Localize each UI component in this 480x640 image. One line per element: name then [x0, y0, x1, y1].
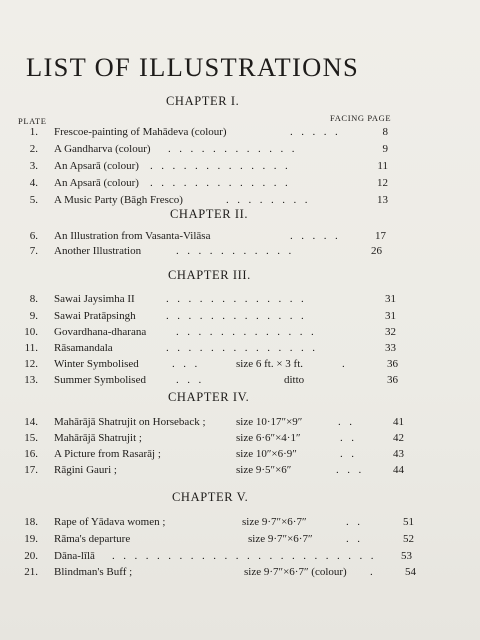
plate-number: 21.: [24, 566, 38, 578]
leader-dots: .: [342, 358, 346, 370]
leader-dots: . . . . . . . . . . . . . . . . . . . . . . . .: [112, 550, 375, 562]
plate-title: Rāgini Gauri ;: [54, 464, 117, 476]
plate-number: 15.: [24, 432, 38, 444]
plate-title: Summer Symbolised: [54, 374, 146, 386]
facing-page-number: 51: [403, 516, 414, 528]
plate-number: 12.: [24, 358, 38, 370]
plate-number: 20.: [24, 550, 38, 562]
plate-size: size 10″×6·9″: [236, 448, 297, 460]
facing-page-number: 32: [385, 326, 396, 338]
chapter-heading: CHAPTER IV.: [168, 390, 250, 404]
plate-number: 7.: [29, 245, 38, 257]
illustration-row: [0, 342, 480, 358]
illustration-row: [0, 245, 480, 261]
leader-dots: . . . . . . . . . . . . .: [166, 293, 305, 305]
leader-dots: . . . . . . . . . . . . .: [176, 326, 315, 338]
plate-title: Sawai Jaysimha II: [54, 293, 135, 305]
leader-dots: . . .: [336, 464, 363, 476]
illustration-row: [0, 464, 480, 480]
facing-page-number: 36: [387, 358, 398, 370]
facing-page-number: 36: [387, 374, 398, 386]
illustration-row: [0, 533, 480, 549]
illustration-row: [0, 358, 480, 374]
leader-dots: . . . . .: [290, 126, 339, 138]
facing-page-number: 41: [393, 416, 404, 428]
leader-dots: . . .: [176, 374, 203, 386]
facing-page-number: 31: [385, 310, 396, 322]
plate-size: size 9·7″×6·7″: [248, 533, 313, 545]
facing-page-number: 33: [385, 342, 396, 354]
plate-column-header: PLATE: [18, 116, 47, 126]
leader-dots: . .: [340, 432, 355, 444]
leader-dots: . . . . . . . . . . . . .: [166, 310, 305, 322]
facing-page-number: 43: [393, 448, 404, 460]
illustration-row: [0, 374, 480, 390]
facing-page-number: 12: [377, 177, 388, 189]
plate-size: size 9·7″×6·7″: [242, 516, 307, 528]
leader-dots: . . . . . . . . . . . . .: [150, 160, 289, 172]
facing-page-number: 26: [371, 245, 382, 257]
illustration-row: [0, 550, 480, 566]
leader-dots: . .: [346, 516, 361, 528]
plate-title: An Illustration from Vasanta-Vilāsa: [54, 230, 211, 242]
illustration-row: [0, 143, 480, 159]
plate-title: Rāsamandala: [54, 342, 113, 354]
leader-dots: . .: [346, 533, 361, 545]
facing-page-number: 11: [377, 160, 388, 172]
facing-page-number: 44: [393, 464, 404, 476]
chapter-heading: CHAPTER I.: [166, 94, 240, 108]
illustration-row: [0, 126, 480, 142]
plate-title: Mahārājā Shatrujit ;: [54, 432, 142, 444]
plate-number: 8.: [29, 293, 38, 305]
illustration-row: [0, 293, 480, 309]
illustration-row: [0, 160, 480, 176]
plate-number: 2.: [29, 143, 38, 155]
leader-dots: . . . . . . . . . . .: [176, 245, 293, 257]
illustration-row: [0, 566, 480, 582]
plate-number: 19.: [24, 533, 38, 545]
plate-title: Another Illustration: [54, 245, 142, 257]
facing-page-number: 8: [382, 126, 388, 138]
plate-number: 3.: [29, 160, 38, 172]
leader-dots: . . . . . . . . . . . .: [168, 143, 296, 155]
facing-page-number: 54: [405, 566, 416, 578]
illustration-row: [0, 177, 480, 193]
plate-title: Frescoe-painting of Mahādeva (colour): [54, 126, 227, 138]
plate-number: 9.: [29, 310, 38, 322]
facing-page-number: 13: [377, 194, 388, 206]
plate-title: An Apsarā (colour): [54, 177, 139, 189]
plate-title: Rāma's departure: [54, 533, 131, 545]
plate-title: Dāna-līlā: [54, 550, 95, 562]
plate-title: Blindman's Buff ;: [54, 566, 133, 578]
illustration-row: [0, 326, 480, 342]
leader-dots: . .: [338, 416, 353, 428]
plate-title: A Gandharva (colour): [54, 143, 151, 155]
plate-size: size 10·17″×9″: [236, 416, 303, 428]
plate-number: 4.: [29, 177, 38, 189]
illustration-row: [0, 310, 480, 326]
leader-dots: .: [370, 566, 374, 578]
plate-number: 6.: [29, 230, 38, 242]
plate-number: 1.: [29, 126, 38, 138]
plate-number: 11.: [24, 342, 38, 354]
facing-page-column-header: FACING PAGE: [330, 113, 392, 123]
leader-dots: . . .: [172, 358, 199, 370]
chapter-heading: CHAPTER III.: [168, 268, 251, 282]
leader-dots: . . . . .: [290, 230, 339, 242]
plate-title: Rape of Yādava women ;: [54, 516, 166, 528]
plate-number: 10.: [24, 326, 38, 338]
plate-size: size 6·6″×4·1″: [236, 432, 301, 444]
plate-number: 13.: [24, 374, 38, 386]
leader-dots: . . . . . . . . . . . . .: [150, 177, 289, 189]
plate-title: Winter Symbolised: [54, 358, 139, 370]
illustration-row: [0, 516, 480, 532]
plate-title: A Picture from Rasarāj ;: [54, 448, 161, 460]
plate-number: 5.: [29, 194, 38, 206]
chapter-heading: CHAPTER II.: [170, 207, 249, 221]
facing-page-number: 31: [385, 293, 396, 305]
leader-dots: . . . . . . . .: [226, 194, 309, 206]
facing-page-number: 52: [403, 533, 414, 545]
plate-size: size 6 ft. × 3 ft.: [236, 358, 303, 370]
plate-size: ditto: [284, 374, 305, 386]
leader-dots: . . . . . . . . . . . . . .: [166, 342, 316, 354]
plate-title: Mahārājā Shatrujit on Horseback ;: [54, 416, 206, 428]
plate-size: size 9·5″×6″: [236, 464, 292, 476]
facing-page-number: 42: [393, 432, 404, 444]
plate-number: 14.: [24, 416, 38, 428]
plate-title: Govardhana-dharana: [54, 326, 147, 338]
chapter-heading: CHAPTER V.: [172, 490, 249, 504]
illustration-row: [0, 432, 480, 448]
plate-title: An Apsarā (colour): [54, 160, 139, 172]
facing-page-number: 9: [382, 143, 388, 155]
illustration-row: [0, 416, 480, 432]
illustration-row: [0, 230, 480, 246]
page-title: LIST OF ILLUSTRATIONS: [26, 52, 360, 82]
plate-number: 16.: [24, 448, 38, 460]
plate-size: size 9·7″×6·7″ (colour): [244, 566, 347, 578]
illustration-row: [0, 448, 480, 464]
facing-page-number: 17: [375, 230, 386, 242]
plate-title: A Music Party (Bāgh Fresco): [54, 194, 183, 206]
plate-title: Sawai Pratāpsingh: [54, 310, 136, 322]
plate-number: 17.: [24, 464, 38, 476]
facing-page-number: 53: [401, 550, 412, 562]
leader-dots: . .: [340, 448, 355, 460]
plate-number: 18.: [24, 516, 38, 528]
